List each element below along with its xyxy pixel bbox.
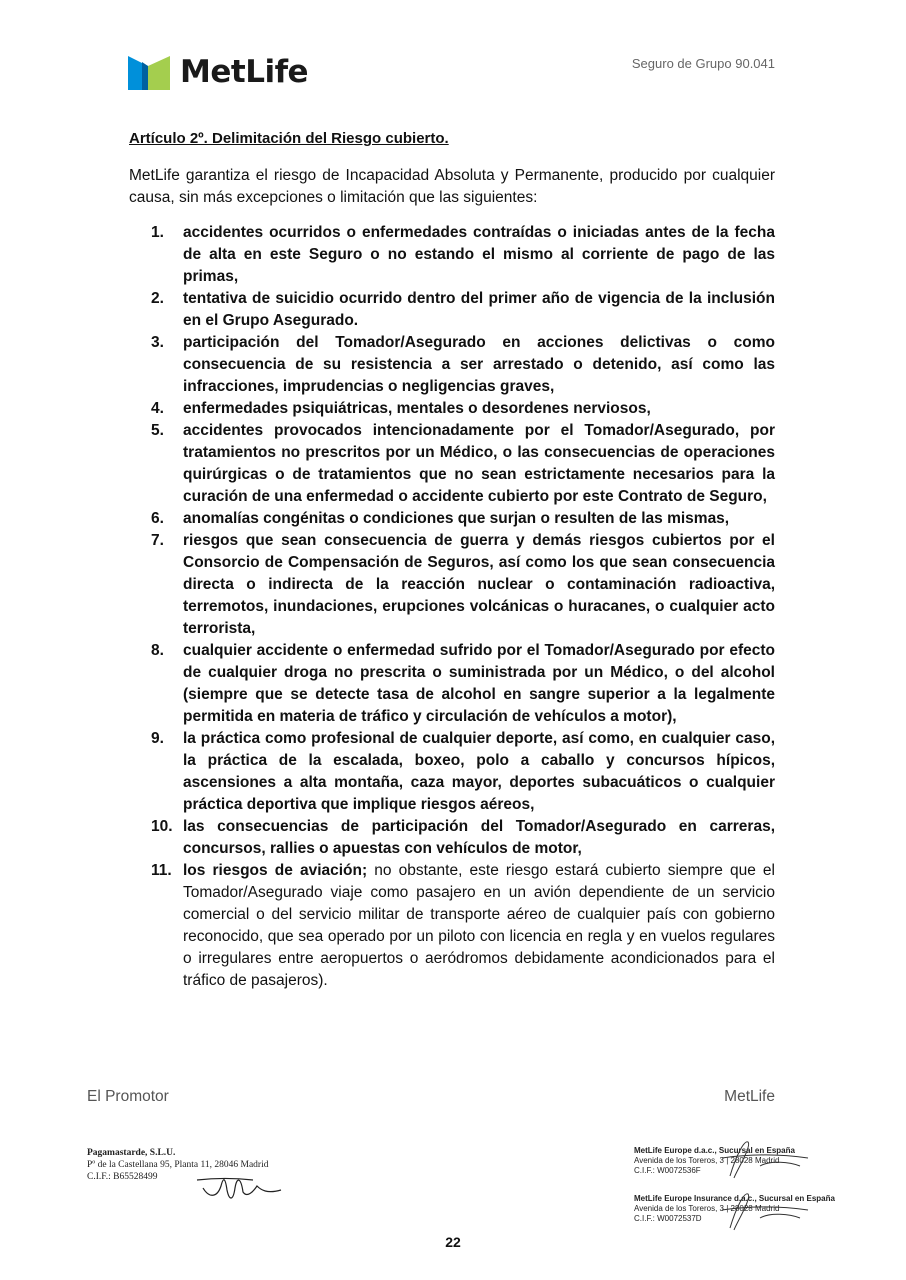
list-item — [129, 420, 775, 508]
item-text: enfermedades psiquiátricas, mentales o desordenes nerviosos, — [183, 400, 651, 417]
company-name: MetLife Europe Insurance d.a.c., Sucursal en España — [634, 1194, 835, 1203]
metlife-signature-2 — [700, 1186, 810, 1232]
item-number: 9. — [151, 730, 164, 747]
company-address: Avenida de los Toreros, 3 | 28028 Madrid — [634, 1204, 780, 1213]
list-item — [129, 640, 775, 728]
list-item — [129, 816, 775, 860]
promoter-label: El Promotor — [87, 1088, 169, 1105]
item-number: 11. — [151, 862, 172, 879]
metlife-logo-icon — [128, 52, 170, 92]
item-number: 2. — [151, 290, 164, 307]
company-name: Pagamastarde, S.L.U. — [87, 1148, 176, 1158]
item-number: 10. — [151, 818, 173, 835]
company-address: Avenida de los Toreros, 3 | 28028 Madrid — [634, 1156, 780, 1165]
item-text: cualquier accidente o enfermedad sufrido por el Tomador/Asegurado por efecto de cualquier droga no prescrita o suministrada por un Médico, o del alcohol (siempre que se detecte tasa de alcohol en sangre superior a la legalmente permitida en materia de tráfico y circulación de vehículos a motor), — [183, 642, 775, 725]
item-number: 8. — [151, 642, 164, 659]
logo-text: MetLife — [180, 54, 309, 90]
document-reference: Seguro de Grupo 90.041 — [631, 56, 775, 71]
item-text: accidentes ocurridos o enfermedades contraídas o iniciadas antes de la fecha de alta en este Seguro o no estando el mismo al corriente de pago de las primas, — [183, 224, 775, 285]
article-content — [129, 130, 775, 992]
exclusions-list — [129, 222, 775, 992]
item-text: la práctica como profesional de cualquier deporte, así como, en cualquier caso, la práctica de la escalada, boxeo, polo a caballo y concursos hípicos, ascensiones a alta montaña, caza mayor, deportes subacuáticos o cualquier práctica deportiva que implique riesgos aéreos, — [183, 730, 775, 813]
item-text: las consecuencias de participación del Tomador/Asegurado en carreras, concursos, rallies o apuestas con vehículos de motor, — [183, 818, 775, 857]
list-item — [129, 728, 775, 816]
article-heading: Artículo 2º. Delimitación del Riesgo cubierto. — [129, 130, 449, 147]
list-item — [129, 398, 775, 420]
list-item — [129, 860, 775, 992]
company-name: MetLife Europe d.a.c., Sucursal en España — [634, 1146, 795, 1155]
promoter-signature — [195, 1168, 285, 1204]
company-cif: C.I.F.: W0072537D — [634, 1214, 702, 1223]
item-text — [183, 860, 775, 992]
item-text: riesgos que sean consecuencia de guerra y demás riesgos cubiertos por el Consorcio de Compensación de Seguros, así como los que sean consecuencia directa o indirecta de la reacción nuclear o contaminación radioactiva, terremotos, inundaciones, erupciones volcánicas o huracanes, o cualquier acto terrorista, — [183, 532, 775, 637]
list-item — [129, 288, 775, 332]
item-text: tentativa de suicidio ocurrido dentro del primer año de vigencia de la inclusión en el Grupo Asegurado. — [183, 290, 775, 329]
item-number: 6. — [151, 510, 164, 527]
page-number: 22 — [445, 1234, 461, 1250]
metlife-signature-1 — [700, 1136, 810, 1182]
list-item — [129, 222, 775, 288]
item-number: 1. — [151, 224, 164, 241]
item-number: 4. — [151, 400, 164, 417]
company-address: Pº de la Castellana 95, Planta 11, 28046 Madrid — [87, 1160, 269, 1170]
item-text: participación del Tomador/Asegurado en acciones delictivas o como consecuencia de su resistencia a ser arrestado o detenido, así como las infracciones, imprudencias o negligencias graves, — [183, 334, 775, 395]
item-text-normal: no obstante, este riesgo estará cubierto siempre que el Tomador/Asegurado viaje como pasajero en un avión dependiente de un servicio comercial o del servicio militar de transporte aéreo de cualquier país con gobierno reconocido, que sea operado por un piloto con licencia en regla y en vuelos regulares o irregulares entre aeropuertos o aeródromos debidamente acondicionados para el tráfico de pasajeros). — [183, 862, 775, 989]
item-number: 7. — [151, 532, 164, 549]
article-intro: MetLife garantiza el riesgo de Incapacidad Absoluta y Permanente, producido por cualquier causa, sin más excepciones o limitación que las siguientes: — [129, 167, 775, 206]
list-item — [129, 530, 775, 640]
company-cif: C.I.F.: B65528499 — [87, 1172, 158, 1182]
metlife-label: MetLife — [724, 1088, 775, 1105]
item-number: 5. — [151, 422, 164, 439]
list-item — [129, 508, 775, 530]
list-item — [129, 332, 775, 398]
item-text-bold: los riesgos de aviación; — [183, 862, 368, 879]
company-cif: C.I.F.: W0072536F — [634, 1166, 701, 1175]
metlife-logo — [128, 52, 308, 92]
item-number: 3. — [151, 334, 164, 351]
item-text: accidentes provocados intencionadamente por el Tomador/Asegurado, por tratamientos no prescritos por un Médico, o las consecuencias de operaciones quirúrgicas o de tratamientos que no sean estrictamente necesarios para la curación de una enfermedad o accidente cubierto por este Contrato de Seguro, — [183, 422, 775, 505]
item-text: anomalías congénitas o condiciones que surjan o resulten de las mismas, — [183, 510, 730, 527]
